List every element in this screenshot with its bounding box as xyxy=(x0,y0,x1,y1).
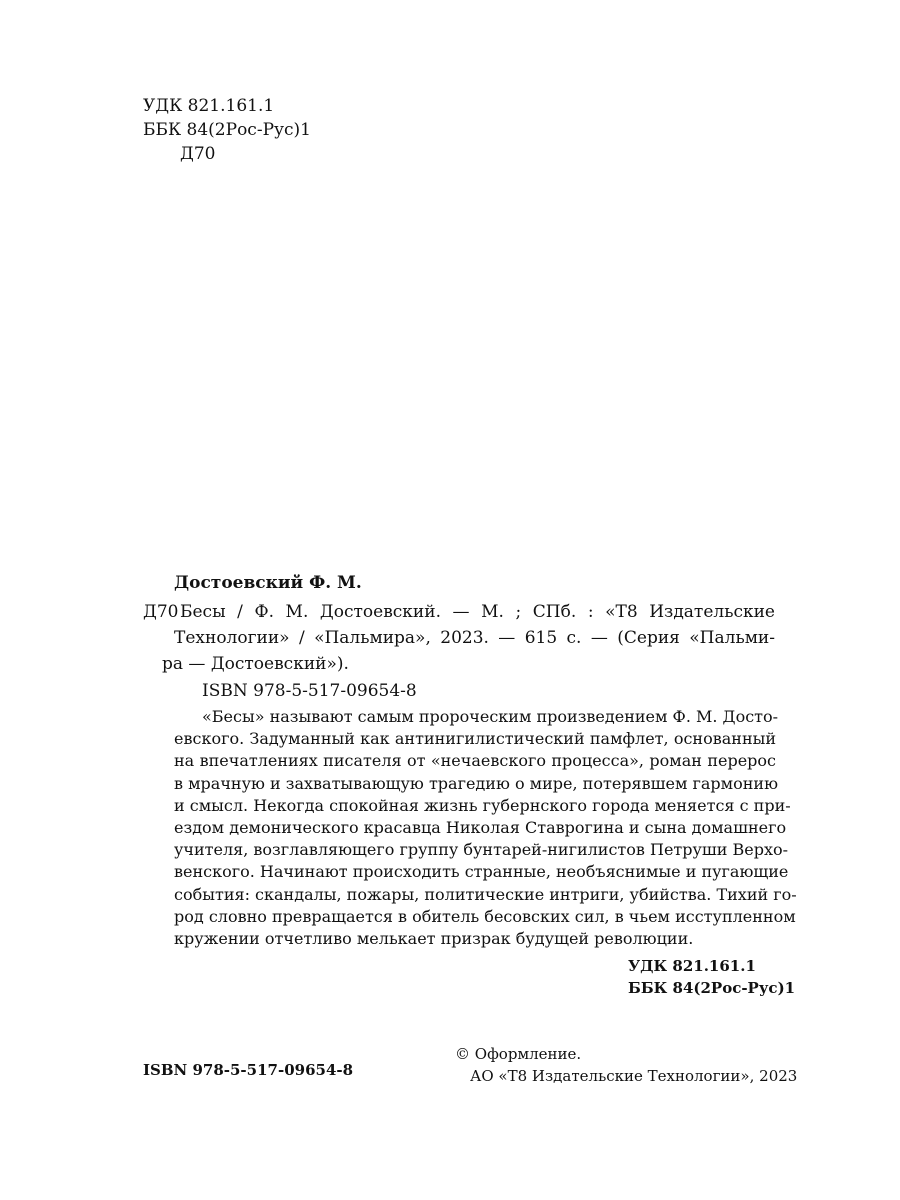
annotation-line: род словно превращается в обитель бесовских сил, в чьем исступленном xyxy=(174,906,796,926)
record-line-text: ра — Достоевский»). xyxy=(162,654,349,674)
annotation-line: события: скандалы, пожары, политические интриги, убийства. Тихий го- xyxy=(174,884,797,904)
record-continuation-line xyxy=(143,651,775,677)
copyright-notice xyxy=(455,1043,797,1087)
annotation-line: на впечатлениях писателя от «нечаевского процесса», роман перерос xyxy=(174,751,776,771)
bottom-classification-codes xyxy=(628,955,795,999)
author-heading: Достоевский Ф. М. xyxy=(174,573,362,593)
isbn-footer: ISBN 978-5-517-09654-8 xyxy=(143,1061,354,1079)
record-line-text: Бесы / Ф. М. Достоевский. — М. ; СПб. : «Т8 Издательские xyxy=(180,602,775,622)
annotation-line: венского. Начинают происходить странные, необъяснимые и пугающие xyxy=(174,862,789,882)
record-author-mark: Д70 xyxy=(143,602,179,622)
annotation-line: учителя, возглавляющего группу бунтарей-нигилистов Петруши Верхо- xyxy=(174,840,789,860)
annotation-line: в мрачную и захватывающую трагедию о мире, потерявшем гармонию xyxy=(174,773,779,793)
bbk-code: ББК 84(2Рос-Рус)1 xyxy=(143,120,311,140)
author-mark: Д70 xyxy=(180,144,216,164)
copyright-line-2: АО «Т8 Издательские Технологии», 2023 xyxy=(470,1067,798,1085)
annotation-line: «Бесы» называют самым пророческим произведением Ф. М. Досто- xyxy=(202,707,779,726)
udk-code-bottom: УДК 821.161.1 xyxy=(628,957,756,975)
record-line-text: Технологии» / «Пальмира», 2023. — 615 с. — (Серия «Пальми- xyxy=(174,628,775,648)
udk-code: УДК 821.161.1 xyxy=(143,96,275,116)
record-line xyxy=(174,599,775,625)
record-first-line xyxy=(143,599,775,625)
record-continuation-line xyxy=(143,625,775,651)
bibliographic-record xyxy=(143,599,775,677)
annotation xyxy=(174,706,797,950)
top-classification-codes xyxy=(143,94,311,166)
copyright-line-1: © Оформление. xyxy=(455,1045,582,1063)
bbk-code-bottom: ББК 84(2Рос-Рус)1 xyxy=(628,979,796,997)
annotation-line: евского. Задуманный как антинигилистический памфлет, основанный xyxy=(174,729,776,749)
record-isbn: ISBN 978-5-517-09654-8 xyxy=(202,681,417,701)
annotation-line: кружении отчетливо мелькает призрак будущей революции. xyxy=(174,929,694,949)
annotation-line: ездом демонического красавца Николая Ставрогина и сына домашнего xyxy=(174,818,787,838)
annotation-line: и смысл. Некогда спокойная жизнь губернского города меняется с при- xyxy=(174,795,791,815)
